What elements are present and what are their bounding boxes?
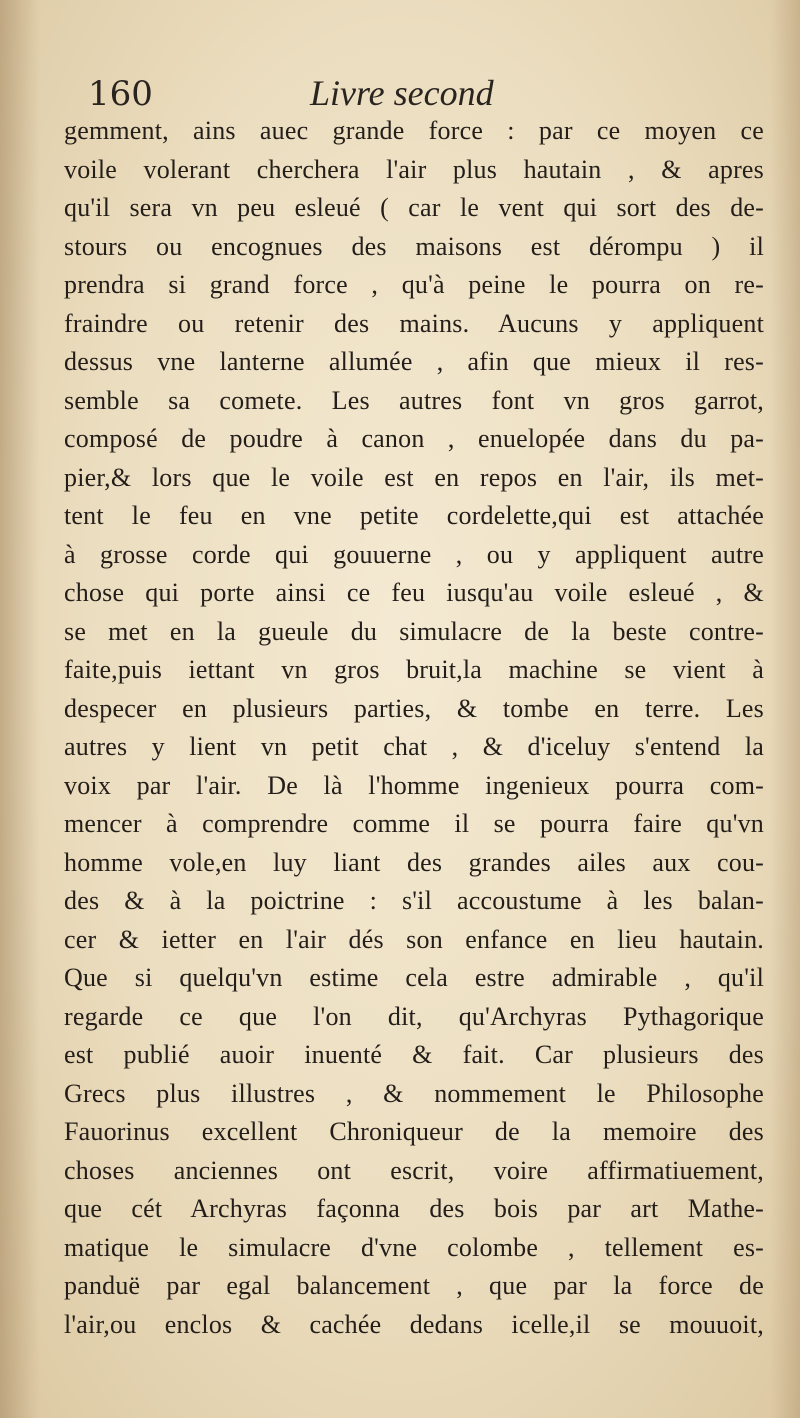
text-line: se met en la gueule du simulacre de la beste contre- [64,616,764,646]
text-line: autres y lient vn petit chat , & d'iceluy s'entend la [64,732,764,761]
text-line: gemment, ains auec grande force : par ce moyen ce [64,116,764,145]
body-text [64,112,764,1344]
text-line: voix par l'air. De là l'homme ingenieux pourra com- [64,770,764,800]
text-line: tent le feu en vne petite cordelette,qui est attachée [64,501,764,530]
text-line: voile volerant cherchera l'air plus hautain , & apres [64,154,764,184]
gutter-shadow [0,0,40,1418]
text-line: prendra si grand force , qu'à peine le pourra on re- [64,270,764,299]
text-line: est publié auoir inuenté & fait. Car plusieurs des [64,1040,764,1069]
text-line: choses anciennes ont escrit, voire affirmatiuement, [64,1155,764,1185]
text-line: des & à la poictrine : s'il accoustume à les balan- [64,886,764,915]
page-number: 160 [88,74,153,114]
text-line: semble sa comete. Les autres font vn gros garrot, [64,385,764,415]
text-line: Grecs plus illustres , & nommement le Philosophe [64,1078,764,1108]
text-line: mencer à comprendre comme il se pourra faire qu'vn [64,809,764,838]
text-line: à grosse corde qui gouuerne , ou y appliquent autre [64,539,764,569]
text-line: matique le simulacre d'vne colombe , tellement es- [64,1232,764,1262]
text-line: pier,& lors que le voile est en repos en l'air, ils met- [64,462,764,492]
text-line: Fauorinus excellent Chroniqueur de la memoire des [64,1117,764,1146]
text-line: panduë par egal balancement , que par la force de [64,1271,764,1300]
text-line: faite,puis iettant vn gros bruit,la machine se vient à [64,655,764,684]
text-line: homme vole,en luy liant des grandes ailes aux cou- [64,847,764,877]
text-line: regarde ce que l'on dit, qu'Archyras Pythagorique [64,1001,764,1031]
text-line: Que si quelqu'vn estime cela estre admirable , qu'il [64,963,764,992]
text-line: composé de poudre à canon , enuelopée dans du pa- [64,424,764,453]
text-line: que cét Archyras façonna des bois par art Mathe- [64,1194,764,1223]
page-edge-shadow [770,0,800,1418]
text-line: stours ou encognues des maisons est dérompu ) il [64,231,764,261]
text-line: despecer en plusieurs parties, & tombe en terre. Les [64,693,764,723]
text-line: dessus vne lanterne allumée , afin que mieux il res- [64,347,764,376]
page-header [88,70,738,114]
text-line: cer & ietter en l'air dés son enfance en lieu hautain. [64,924,764,954]
running-title: Livre second [310,73,494,113]
text-line: qu'il sera vn peu esleué ( car le vent qui sort des de- [64,193,764,222]
text-line: chose qui porte ainsi ce feu iusqu'au voile esleué , & [64,578,764,607]
text-line: l'air,ou enclos & cachée dedans icelle,il se mouuoit, [64,1309,764,1339]
text-line: fraindre ou retenir des mains. Aucuns y appliquent [64,308,764,338]
